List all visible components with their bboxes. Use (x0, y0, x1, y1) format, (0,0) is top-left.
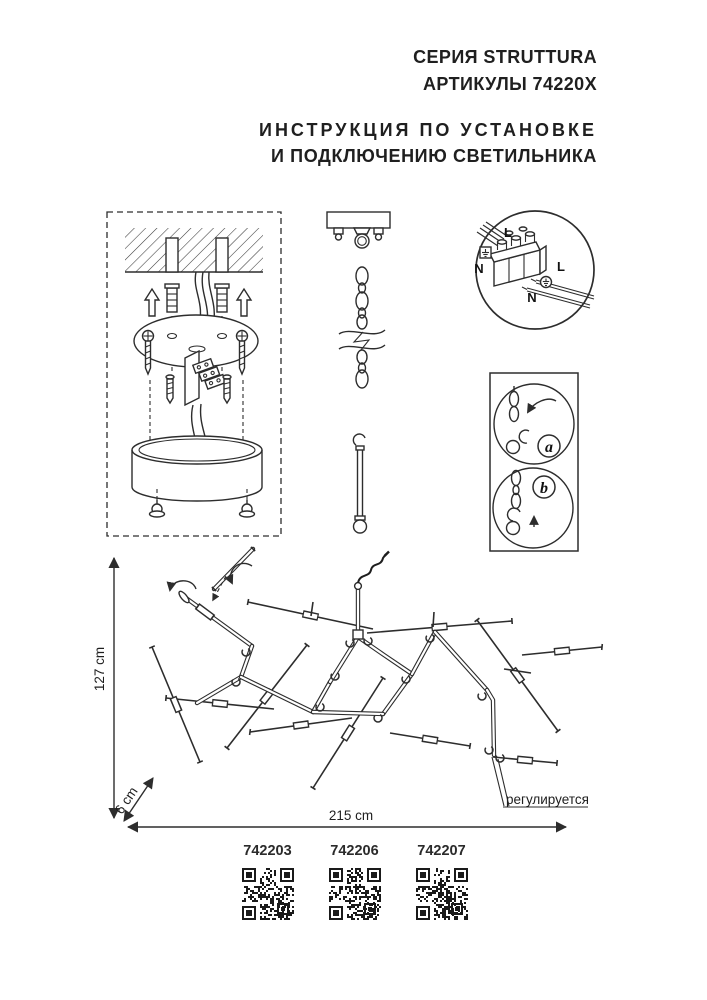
wall-anchor (165, 284, 179, 312)
width-dimension-label: 215 cm (328, 808, 374, 823)
adjustable-label: регулируется (506, 792, 589, 807)
dimension-depth (112, 778, 153, 821)
joint-hooks (232, 634, 504, 762)
depth-dimension-label: 6 cm (111, 784, 141, 817)
dimension-height (92, 558, 114, 818)
suspension-chain-diagram (339, 267, 385, 388)
drill-hole (166, 238, 178, 272)
article-number: 742203 (243, 843, 292, 859)
step-b-detail (493, 468, 573, 548)
article-number: 742207 (417, 843, 466, 859)
fixing-screw (223, 375, 231, 403)
earth-ground-icon (541, 277, 552, 288)
rotate-arrow-icon (170, 581, 196, 590)
step-a-detail (494, 384, 574, 464)
qr-item (398, 843, 485, 920)
qr-item (224, 843, 311, 920)
ceiling-bracket-diagram (327, 212, 390, 248)
wire-live-label: L (557, 259, 565, 274)
wall-anchor (215, 284, 229, 312)
chandelier-assembly-diagram (92, 547, 602, 827)
height-dimension-label: 127 cm (92, 646, 107, 692)
suspension-rod-diagram (353, 434, 366, 533)
ceiling-hatch (125, 228, 263, 272)
stick-sleeves (173, 614, 570, 761)
wiring-detail-callout (474, 211, 594, 329)
title-articles: АРТИКУЛЫ 74220X (423, 74, 597, 94)
qr-item (311, 843, 398, 920)
earth-ground-icon (480, 247, 491, 258)
rod-screwing-detail (170, 547, 255, 618)
canopy-cylinder (132, 436, 262, 501)
length-break-symbol (339, 330, 385, 350)
step-a-label: a (545, 439, 553, 456)
cap-nut (150, 489, 165, 517)
article-number: 742206 (330, 843, 379, 859)
dimension-width (128, 808, 566, 827)
subtitle-line1: ИНСТРУКЦИЯ ПО УСТАНОВКЕ (259, 120, 597, 140)
fixing-screw (166, 375, 174, 403)
terminal-neutral-label: N (474, 261, 484, 276)
qr-code (329, 868, 381, 920)
insert-up-arrow-icon (145, 289, 159, 316)
ceiling-mounting-diagram (107, 212, 281, 536)
subtitle-line2: И ПОДКЛЮЧЕНИЮ СВЕТИЛЬНИКА (271, 146, 597, 166)
qr-code (416, 868, 468, 920)
cap-nut (240, 489, 255, 517)
hanging-rod (353, 552, 389, 640)
step-b-label: b (540, 480, 548, 497)
light-sticks (149, 599, 602, 790)
qr-code-row (224, 843, 485, 920)
drill-hole (216, 238, 228, 272)
adjustable-note (492, 757, 589, 807)
terminal-live-label: L (504, 225, 512, 240)
wire-neutral-label: N (527, 290, 537, 305)
insert-up-arrow-icon (237, 289, 251, 316)
chain-adjust-callout (490, 373, 578, 551)
qr-code (242, 868, 294, 920)
power-cord (358, 554, 386, 583)
title-series: СЕРИЯ STRUTTURA (413, 47, 597, 67)
